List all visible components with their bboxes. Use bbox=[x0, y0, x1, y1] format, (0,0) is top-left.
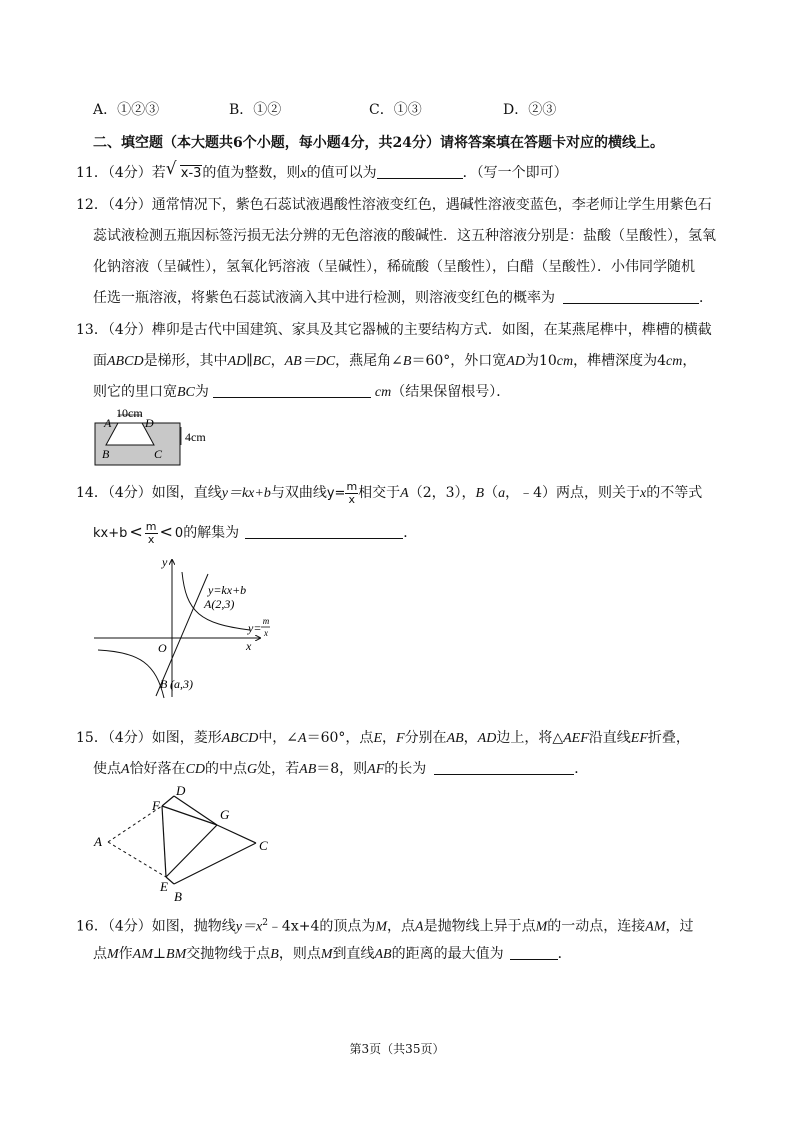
question-13-line3 bbox=[93, 382, 510, 403]
q16-tf: ，点 bbox=[387, 918, 416, 935]
q14-tj: a bbox=[498, 486, 506, 501]
q13-t2g: ，燕尾角∠ bbox=[335, 353, 403, 369]
q16-tr: B bbox=[270, 947, 279, 962]
q15-segment-FG bbox=[162, 806, 217, 825]
q11-var: x bbox=[300, 166, 307, 181]
q15-edge-DG bbox=[174, 796, 217, 825]
q14-tc: 与双曲线 bbox=[270, 485, 327, 501]
q15-taa: AF bbox=[367, 762, 385, 777]
q15-label-F: F bbox=[152, 798, 160, 813]
q13-t2k: 为10 bbox=[524, 353, 557, 369]
q16-tv: AB bbox=[374, 947, 392, 962]
q12-text-end: ． bbox=[699, 290, 713, 306]
question-12-line3: 化钠溶液（呈碱性），氢氧化钙溶液（呈碱性），稀硫酸（呈酸性），白醋（呈酸性）．小伟同学随机 bbox=[93, 259, 695, 275]
q14-curve-num: m bbox=[262, 616, 270, 626]
question-15-line1 bbox=[76, 728, 690, 749]
q13-t2c: 是梯形，其中 bbox=[143, 353, 228, 369]
q13-t2e: ， bbox=[270, 353, 285, 369]
question-11 bbox=[76, 159, 568, 184]
q14-curve-label: y= bbox=[248, 621, 262, 635]
q14-tk: ，﹣4）两点，则关于 bbox=[505, 485, 641, 501]
q14-ti: （ bbox=[484, 485, 499, 501]
q14-hyperbola-branch-2 bbox=[98, 650, 164, 698]
q15-th: F bbox=[396, 731, 405, 746]
question-16-line2 bbox=[93, 944, 572, 965]
question-13-line2 bbox=[93, 351, 696, 372]
q13-t3d: （结果保留根号）． bbox=[391, 384, 511, 400]
q15-label-G: G bbox=[220, 807, 230, 822]
q16-tl: ，过 bbox=[665, 918, 694, 935]
q13-label-B: B bbox=[102, 447, 110, 461]
q13-t2l: cm bbox=[556, 354, 574, 369]
page-footer: 第3页（共35页） bbox=[349, 1042, 445, 1056]
q15-label-B: B bbox=[174, 889, 182, 904]
question-16-line1 bbox=[76, 913, 694, 938]
q14-ineq-zero: 0 bbox=[174, 526, 184, 541]
q14-sol: 的解集为 bbox=[183, 525, 240, 541]
q11-number: 11． bbox=[76, 165, 108, 181]
q13-t2d: AD∥BC bbox=[227, 354, 271, 369]
q13-answer-blank[interactable] bbox=[213, 383, 371, 398]
section-heading: 二、填空题（本大题共6个小题，每小题4分，共24分）请将答案填在答题卡对应的横线上。 bbox=[93, 135, 664, 151]
q15-tq: 折叠， bbox=[647, 730, 690, 746]
q11-text-post: 的值可以为 bbox=[306, 165, 377, 181]
question-12-line4 bbox=[93, 288, 713, 308]
q13-side-label: 4cm bbox=[185, 430, 206, 444]
question-14-line2 bbox=[93, 519, 417, 547]
q16-to: 作 bbox=[118, 946, 133, 962]
q15-edge-GC bbox=[217, 825, 256, 843]
q16-tt: M bbox=[320, 947, 333, 962]
q15-ty: AB bbox=[299, 762, 317, 777]
q16-ta: （4分）如图，抛物线 bbox=[107, 918, 236, 935]
q16-tg: A bbox=[415, 919, 424, 935]
q14-ineq-lt1: < bbox=[129, 522, 143, 541]
q15-tj: AB bbox=[446, 731, 464, 746]
q15-label-D: D bbox=[176, 783, 186, 798]
q16-number: 16． bbox=[76, 918, 108, 935]
q14-tg: （2，3）， bbox=[408, 485, 476, 501]
q13-t3b: BC bbox=[177, 385, 195, 400]
q15-td: A bbox=[298, 731, 307, 746]
q15-number: 15． bbox=[76, 730, 108, 746]
choice-c: C．①③ bbox=[369, 102, 422, 118]
q14-A-label: A(2,3) bbox=[204, 597, 235, 611]
q15-tx: 处，若 bbox=[257, 761, 300, 777]
q15-label-E: E bbox=[160, 879, 168, 894]
q15-tz: ＝8，则 bbox=[316, 761, 368, 777]
q11-sqrt-expr: x-3 bbox=[180, 166, 202, 181]
q13-label-C: C bbox=[154, 447, 163, 461]
q16-tq: 交抛物线于点 bbox=[186, 946, 271, 962]
q12-number: 12． bbox=[76, 197, 108, 213]
q16-tw: 的距离的最大值为 bbox=[391, 946, 504, 962]
q15-tg: ， bbox=[382, 730, 396, 746]
q15-to: 沿直线 bbox=[588, 730, 631, 746]
q16-ts: ，则点 bbox=[278, 946, 321, 962]
q14-tf: A bbox=[400, 486, 409, 501]
q13-t2n: cm bbox=[666, 354, 683, 369]
q13-t3a: 则它的里口宽 bbox=[93, 384, 177, 400]
q13-unit: cm bbox=[374, 385, 392, 400]
q14-line-label: y=kx+b bbox=[208, 583, 247, 597]
question-14-line1 bbox=[76, 480, 702, 507]
q14-ineq-lhs: kx+b bbox=[93, 526, 128, 541]
q14-hyperbola-lhs: y= bbox=[326, 486, 346, 501]
q15-tp: EF bbox=[630, 731, 648, 746]
q15-edge-CB bbox=[174, 843, 256, 884]
q15-tv: 的中点 bbox=[205, 761, 248, 777]
q13-figure bbox=[90, 405, 230, 467]
q14-ineq-den: x bbox=[147, 532, 155, 546]
q11-score: （4分） bbox=[107, 165, 152, 181]
choice-d: D．②③ bbox=[503, 102, 557, 118]
q11-text-tail: ．（写一个即可） bbox=[462, 165, 568, 181]
q15-tbb: 的长为 bbox=[384, 761, 427, 777]
q15-label-C: C bbox=[259, 838, 268, 853]
q13-label-D: D bbox=[145, 416, 154, 430]
q13-t2j: AD bbox=[506, 354, 525, 369]
q16-tu: 到直线 bbox=[332, 946, 375, 962]
q11-sqrt: √ x-3 bbox=[165, 159, 202, 181]
q15-ts: A bbox=[121, 762, 130, 777]
q13-label-A: A bbox=[104, 416, 112, 430]
q16-answer-blank[interactable] bbox=[510, 945, 558, 960]
question-13-line1 bbox=[76, 320, 712, 340]
choice-b: B．①② bbox=[229, 102, 282, 118]
q13-number: 13． bbox=[76, 322, 108, 338]
q15-tn: AEF bbox=[563, 731, 589, 746]
q13-top-label: 10cm bbox=[116, 406, 143, 420]
q15-tr: 使点 bbox=[93, 761, 121, 777]
q15-tb: ABCD bbox=[221, 731, 259, 746]
q14-answer-blank[interactable] bbox=[245, 524, 403, 539]
q14-te: 相交于 bbox=[358, 485, 401, 501]
q15-tf: E bbox=[373, 731, 382, 746]
q13-t2a: 面 bbox=[93, 353, 107, 369]
q16-sup: 2 bbox=[262, 918, 268, 928]
q13-t2m: ，榫槽深度为4 bbox=[573, 353, 667, 369]
q15-fold-line-EF bbox=[162, 806, 166, 877]
q15-te: ＝60°，点 bbox=[306, 730, 374, 746]
q12-text-4: 任选一瓶溶液，将紫色石蕊试液滴入其中进行检测，则溶液变红色的概率为 bbox=[93, 290, 555, 306]
q16-tn: M bbox=[107, 947, 119, 962]
q16-tb: y＝x bbox=[235, 919, 263, 935]
q14-number: 14． bbox=[76, 485, 108, 501]
q14-tb: y＝kx+b bbox=[221, 486, 271, 501]
q16-td: 的顶点为 bbox=[319, 918, 376, 935]
q14-frac-den: x bbox=[348, 492, 356, 506]
q14-ineq-lt2: < bbox=[159, 522, 173, 541]
q14-curve-den: x bbox=[264, 628, 268, 638]
q14-figure bbox=[90, 552, 270, 702]
q15-segment-EG bbox=[166, 825, 217, 877]
q13-t2f: AB＝DC bbox=[284, 354, 336, 369]
q14-frac-num: m bbox=[346, 479, 358, 493]
q15-tc: 中，∠ bbox=[258, 730, 299, 746]
q14-y-label: y bbox=[162, 555, 168, 569]
q15-figure bbox=[90, 780, 280, 905]
q14-th: B bbox=[475, 486, 485, 501]
q16-ti: M bbox=[535, 919, 548, 935]
q15-tm: 边上，将△ bbox=[496, 730, 564, 746]
q14-ta: （4分）如图，直线 bbox=[107, 485, 222, 501]
q13-t2h: B bbox=[402, 354, 412, 369]
q12-answer-blank[interactable] bbox=[563, 289, 699, 304]
q16-th: 是抛物线上异于点 bbox=[423, 918, 536, 935]
q16-tx: ． bbox=[557, 946, 572, 962]
q11-answer-blank[interactable] bbox=[377, 164, 463, 179]
question-12-line1 bbox=[76, 195, 712, 215]
q11-text-pre: 若 bbox=[151, 165, 166, 181]
q15-tl: AD bbox=[477, 731, 497, 746]
q11-text-mid: 的值为整数，则 bbox=[202, 165, 301, 181]
q16-tc: ﹣4x+4 bbox=[267, 918, 320, 935]
q13-t2i: ＝60°，外口宽 bbox=[411, 353, 507, 369]
q15-ti: 分别在 bbox=[404, 730, 447, 746]
q14-B-coord: (a,3) bbox=[170, 677, 193, 691]
q13-t2b: ABCD bbox=[107, 354, 144, 369]
q15-tcc: ． bbox=[574, 761, 589, 777]
q16-tj: 的一动点，连接 bbox=[547, 918, 646, 935]
q15-tk: ， bbox=[463, 730, 478, 746]
q15-ta: （4分）如图，菱形 bbox=[107, 730, 222, 746]
q14-x-label: x bbox=[246, 639, 252, 653]
q15-tt: 恰好落在 bbox=[129, 761, 186, 777]
q16-te: M bbox=[375, 919, 388, 935]
q14-tm: 的不等式 bbox=[646, 485, 703, 501]
q14-origin-label: O bbox=[158, 641, 167, 655]
q14-ineq-frac bbox=[145, 521, 158, 546]
q14-ineq-num: m bbox=[145, 519, 157, 533]
q13-text-1: （4分）榫卯是古代中国建筑、家具及其它器械的主要结构方式．如图，在某燕尾榫中，榫槽的横截 bbox=[107, 322, 712, 338]
question-15-line2 bbox=[93, 759, 588, 780]
q15-tu: CD bbox=[185, 762, 206, 777]
q14-hyperbola-frac bbox=[345, 481, 358, 506]
choice-a: A．①②③ bbox=[93, 102, 160, 118]
q15-answer-blank[interactable] bbox=[434, 760, 574, 775]
q16-tm: 点 bbox=[93, 946, 107, 962]
q12-text-1: （4分）通常情况下，紫色石蕊试液遇酸性溶液变红色，遇碱性溶液变蓝色，李老师让学生用紫色石 bbox=[107, 197, 712, 213]
q15-dashed-AE bbox=[108, 842, 166, 877]
q13-t2o: ， bbox=[682, 353, 697, 369]
q13-t3c: 为 bbox=[194, 384, 209, 400]
q14-B-label: B bbox=[160, 677, 168, 691]
q16-tp: AM⊥BM bbox=[132, 947, 187, 962]
q16-tk: AM bbox=[645, 919, 666, 935]
question-12-line2: 蕊试液检测五瓶因标签污损无法分辨的无色溶液的酸碱性．这五种溶液分别是：盐酸（呈酸性），氢氧 bbox=[93, 228, 716, 244]
q15-label-A: A bbox=[94, 834, 102, 849]
q14-end: ． bbox=[403, 525, 418, 541]
q15-edge-DF bbox=[162, 796, 174, 806]
q15-tw: G bbox=[247, 762, 258, 777]
q14-tl: x bbox=[640, 486, 647, 501]
